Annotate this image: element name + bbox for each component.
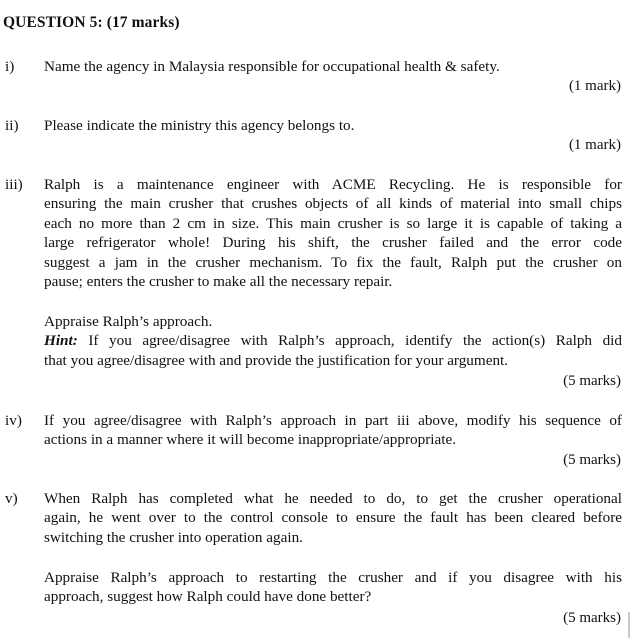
question-line: If you agree/disagree with Ralph’s approach in part iii above, modify his sequence of xyxy=(44,412,622,429)
question-text xyxy=(44,116,622,135)
question-line: ensuring the main crusher that crushes objects of all kinds of material into small chips xyxy=(44,195,622,213)
question-text-part2 xyxy=(44,568,622,607)
question-number: iv) xyxy=(5,412,22,429)
question-line: large refrigerator whole! During his shift, the crusher failed and the error code xyxy=(44,234,622,252)
marks-label: (5 marks) xyxy=(563,610,621,626)
marks-label: (1 mark) xyxy=(568,78,621,94)
scan-edge-mark xyxy=(628,612,630,638)
question-text xyxy=(44,57,622,76)
question-line: pause; enters the crusher to make all the necessary repair. xyxy=(44,272,393,290)
question-text xyxy=(44,411,622,450)
marks-label: (5 marks) xyxy=(563,452,621,468)
hint-label: Hint: xyxy=(44,332,78,350)
question-line: each no more than 2 cm in size. This main crusher is so large it is capable of taking a xyxy=(44,214,622,232)
question-line: Please indicate the ministry this agency belongs to. xyxy=(44,117,355,134)
hint-text: If you agree/disagree with Ralph’s approach, identify the action(s) Ralph did xyxy=(88,332,622,350)
question-text xyxy=(44,489,622,547)
question-number: i) xyxy=(5,58,15,75)
question-number: ii) xyxy=(5,117,19,134)
appraise-line: Appraise Ralph’s approach. xyxy=(44,313,213,330)
question-line: again, he went over to the control console to ensure the fault has been cleared before xyxy=(44,509,622,527)
hint-line: that you agree/disagree with and provide the justification for your argument. xyxy=(44,351,509,369)
question-text xyxy=(44,175,622,291)
question-line: Appraise Ralph’s approach to restarting the crusher and if you disagree with his xyxy=(44,569,622,586)
hint-line xyxy=(44,331,622,350)
marks-label: (5 marks) xyxy=(563,373,621,389)
question-line: Ralph is a maintenance engineer with ACME Recycling. He is responsible for xyxy=(44,176,622,193)
appraise-block xyxy=(44,312,622,370)
question-line: switching the crusher into operation again. xyxy=(44,528,303,546)
question-heading: QUESTION 5: (17 marks) xyxy=(3,14,180,31)
question-number: v) xyxy=(5,490,18,507)
question-line: Name the agency in Malaysia responsible for occupational health & safety. xyxy=(44,58,500,75)
question-line: When Ralph has completed what he needed to do, to get the crusher operational xyxy=(44,490,622,507)
question-number: iii) xyxy=(5,176,23,193)
marks-label: (1 mark) xyxy=(568,137,621,153)
question-line: approach, suggest how Ralph could have done better? xyxy=(44,588,372,606)
question-line: suggest a jam in the crusher mechanism. To fix the fault, Ralph put the crusher on xyxy=(44,253,622,271)
question-line: actions in a manner where it will become inappropriate/appropriate. xyxy=(44,431,457,449)
